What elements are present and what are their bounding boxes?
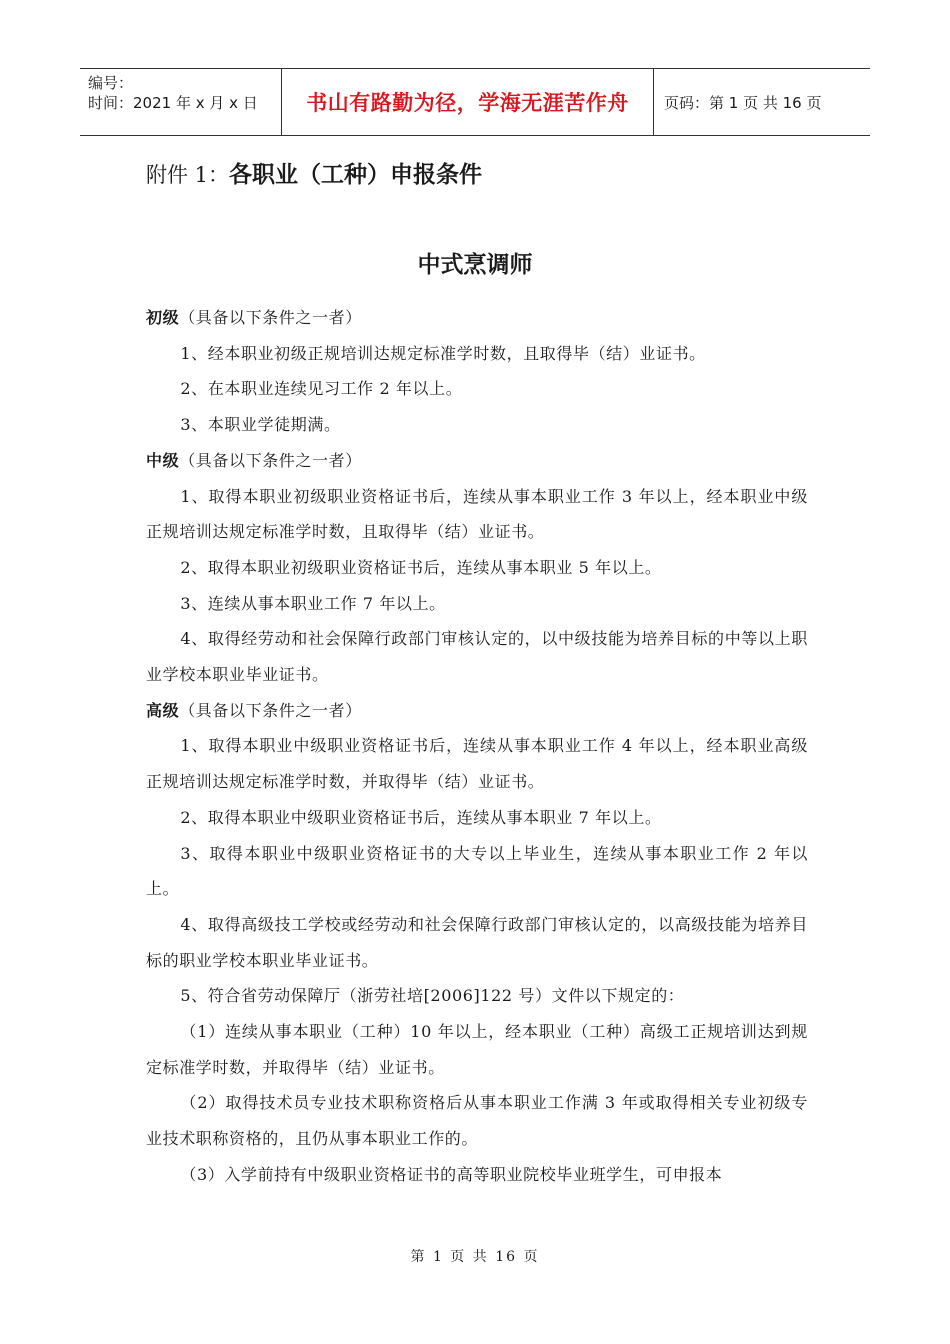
list-item: 3、连续从事本职业工作 7 年以上。 xyxy=(180,593,446,613)
header-page-info: 页码：第 1 页 共 16 页 xyxy=(664,93,822,112)
level-condition: （具备以下条件之一者） xyxy=(179,308,362,327)
sub-list-item: （3）入学前持有中级职业资格证书的高等职业院校毕业班学生，可申报本 xyxy=(180,1164,723,1184)
list-item: 2、取得本职业中级职业资格证书后，连续从事本职业 7 年以上。 xyxy=(180,807,662,827)
sub-list-item: （2）取得技术员专业技术职称资格后从事本职业工作满 3 年或取得相关专业初级专业技术职称资格的，且仍从事本职业工作的。 xyxy=(146,1093,808,1149)
list-item: 1、经本职业初级正规培训达规定标准学时数，且取得毕（结）业证书。 xyxy=(180,343,706,363)
section-heading-junior xyxy=(146,300,808,336)
sub-list-item: （1）连续从事本职业（工种）10 年以上，经本职业（工种）高级工正规培训达到规定标准学时数，并取得毕（结）业证书。 xyxy=(146,1022,808,1077)
attachment-prefix: 附件 1： xyxy=(146,163,230,187)
header-motto: 书山有路勤为径，学海无涯苦作舟 xyxy=(282,69,654,135)
page-footer: 第 1 页 共 16 页 xyxy=(410,1249,540,1265)
list-item: 2、在本职业连续见习工作 2 年以上。 xyxy=(180,379,463,399)
level-label: 初级 xyxy=(146,308,180,327)
list-item: 3、本职业学徒期满。 xyxy=(180,415,341,435)
attachment-title: 各职业（工种）申报条件 xyxy=(229,162,483,188)
document-number-label: 编号： xyxy=(88,74,134,92)
list-item: 1、取得本职业初级职业资格证书后，连续从事本职业工作 3 年以上，经本职业中级正规培训达规定标准学时数，且取得毕（结）业证书。 xyxy=(146,486,808,542)
document-title: 中式烹调师 xyxy=(417,252,533,278)
header-table xyxy=(80,68,870,136)
level-label: 中级 xyxy=(146,450,180,470)
document-date: 时间：2021 年 x 月 x 日 xyxy=(88,94,258,112)
level-condition: （具备以下条件之一者） xyxy=(179,450,362,470)
level-label: 高级 xyxy=(146,700,180,720)
list-item: 2、取得本职业初级职业资格证书后，连续从事本职业 5 年以上。 xyxy=(180,557,662,577)
list-item: 4、取得经劳动和社会保障行政部门审核认定的，以中级技能为培养目标的中等以上职业学校本职业毕业证书。 xyxy=(146,629,808,685)
document-body xyxy=(146,300,808,1193)
level-condition: （具备以下条件之一者） xyxy=(179,700,362,720)
attachment-heading xyxy=(146,158,482,192)
list-item: 1、取得本职业中级职业资格证书后，连续从事本职业工作 4 年以上，经本职业高级正规培训达规定标准学时数，并取得毕（结）业证书。 xyxy=(146,736,808,792)
section-heading-intermediate xyxy=(146,443,808,479)
section-heading-senior xyxy=(146,693,808,729)
list-item: 3、取得本职业中级职业资格证书的大专以上毕业生，连续从事本职业工作 2 年以上。 xyxy=(146,843,808,899)
list-item: 4、取得高级技工学校或经劳动和社会保障行政部门审核认定的，以高级技能为培养目标的职业学校本职业毕业证书。 xyxy=(146,914,808,970)
list-item: 5、符合省劳动保障厅（浙劳社培[2006]122 号）文件以下规定的： xyxy=(180,986,685,1006)
header-meta-cell xyxy=(80,69,282,135)
